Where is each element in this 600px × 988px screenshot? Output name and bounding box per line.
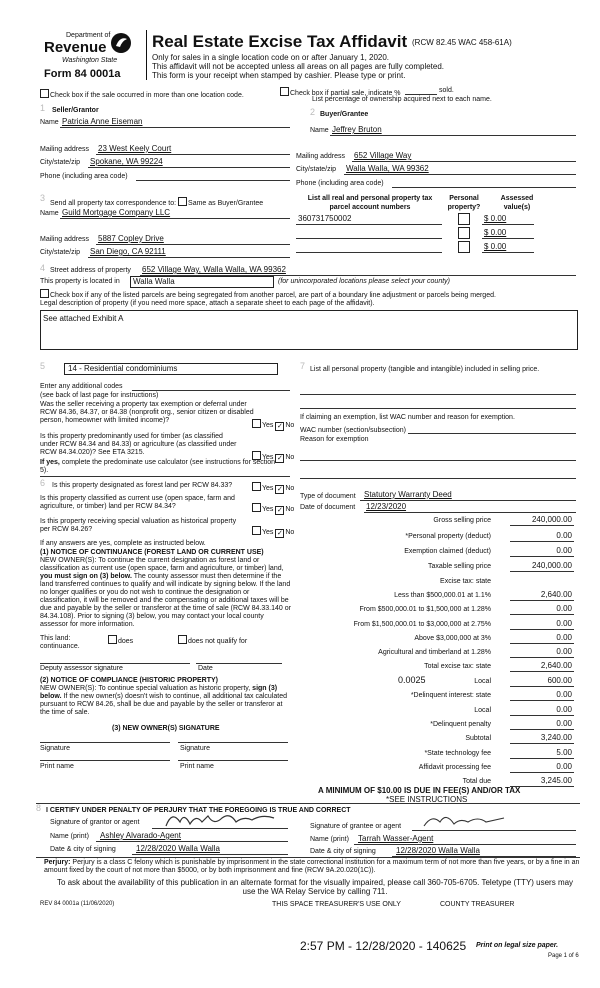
yes-label: Yes	[262, 506, 274, 513]
section-3-number: 3	[40, 193, 46, 203]
revenue-logo-icon	[110, 32, 132, 54]
personal-property-line1[interactable]	[300, 394, 576, 395]
tax-row-label: *Delinquent interest: state	[410, 692, 491, 699]
certify-statement: I CERTIFY UNDER PENALTY OF PERJURY THAT THE FOREGOING IS TRUE AND CORRECT	[46, 807, 351, 814]
dept-revenue: Revenue	[44, 39, 107, 56]
tax-row-value[interactable]: 0.00	[556, 604, 572, 613]
legal-description: See attached Exhibit A	[43, 314, 124, 323]
additional-codes-line[interactable]	[132, 390, 290, 391]
located-label: This property is located in	[40, 278, 120, 285]
tax-row-line	[510, 729, 574, 730]
correspondence-label	[50, 197, 263, 207]
tax-row-value[interactable]: 0.00	[556, 690, 572, 699]
buyer-name-line	[330, 135, 576, 136]
parcel-line	[296, 252, 442, 253]
does-check[interactable]	[108, 635, 133, 645]
corr-city-label: City/state/zip	[40, 249, 81, 256]
use-code: 14 - Residential condominiums	[68, 364, 178, 373]
grantee-name-label: Name (print)	[310, 836, 349, 843]
this-land-label: This land:	[40, 635, 71, 642]
dept-line1: Department of	[66, 32, 111, 39]
sig2-line[interactable]	[178, 742, 288, 743]
tax-row-line	[510, 743, 574, 744]
does-not-check[interactable]	[178, 635, 247, 645]
tax-row-label: Exemption claimed (deduct)	[404, 548, 491, 555]
use-code-select[interactable]	[64, 363, 278, 375]
doc-type-label: Type of document	[300, 493, 356, 500]
current-use-question: Is this property classified as current use (open space, farm and agriculture, or timber) land per RCW 84.34?	[40, 495, 235, 510]
seller-phone-line[interactable]	[136, 180, 290, 181]
header-sub1: Only for sales in a single location code on or after January 1, 2020.	[152, 53, 390, 62]
header-sub3: This form is your receipt when stamped by cashier. Please type or print.	[152, 71, 406, 80]
yes-label: Yes	[262, 485, 274, 492]
segregated-label: Check box if any of the listed parcels are being segregated from another parcel, are part of a boundary line adjustment or parcels being merged.	[50, 292, 496, 299]
exemption-claim-label: If claiming an exemption, list WAC number and reason for exemption.	[300, 414, 515, 421]
section-1-number: 1	[40, 103, 46, 113]
notice2-body	[40, 685, 292, 717]
tax-row-label: Above $3,000,000 at 3%	[414, 635, 491, 642]
grantor-sig-label: Signature of grantor or agent	[50, 819, 140, 826]
corr-name[interactable]: Guild Mortgage Company LLC	[62, 208, 171, 217]
sig1-line[interactable]	[40, 742, 170, 743]
section8-divider	[36, 803, 580, 804]
assessed-value[interactable]: $ 0.00	[484, 228, 507, 237]
corr-name-label: Name	[40, 210, 59, 217]
assessed-line	[482, 238, 534, 239]
personal-property-line2[interactable]	[300, 408, 576, 409]
corr-city[interactable]: San Diego, CA 92111	[90, 247, 166, 256]
does-label: does	[118, 638, 134, 645]
multi-location-label: Check box if the sale occurred in more than one location code.	[50, 92, 244, 99]
buyer-city-line	[344, 174, 576, 175]
doc-date-line	[364, 512, 576, 513]
seller-heading: Seller/Grantor	[52, 107, 99, 114]
tax-row-line	[510, 772, 574, 773]
notice3-title: (3) NEW OWNER(S) SIGNATURE	[112, 725, 220, 732]
same-as-buyer-checkbox[interactable]	[178, 197, 187, 206]
partial-pct-field[interactable]	[405, 94, 437, 95]
tax-row-line	[510, 643, 574, 644]
does-not-label: does not qualify for	[188, 638, 248, 645]
grantor-date[interactable]: 12/28/2020 Walla Walla	[136, 844, 220, 853]
grantee-sig-label: Signature of grantee or agent	[310, 823, 402, 830]
buyer-phone-line[interactable]	[392, 187, 576, 188]
legal-description-field[interactable]	[40, 310, 578, 350]
no-checkbox[interactable]: ✓	[276, 507, 283, 514]
tax-row-label: From $1,500,000.01 to $3,000,000 at 2.75%	[353, 621, 491, 628]
multi-location-check[interactable]	[40, 89, 244, 99]
grantee-date-label: Date & city of signing	[310, 848, 376, 855]
tax-row-label: *Personal property (deduct)	[405, 533, 491, 540]
notice1-text-b: The county assessor must then determine if the land transferred continues to qualify and will indicate by signing below. If the land no longer qualifies or you do not wish to continue the designation or classification, it will be removed and the compensating or additional taxes will be due and payable by the seller or transferor at the time of sale (RCW 84.33.140 or 84.34.108). Prior to signing (3) below, you may contact your local county assessor for more information.	[40, 573, 291, 628]
section-7-number: 7	[300, 361, 306, 371]
dor-logo	[40, 32, 140, 84]
notice1-body	[40, 557, 292, 629]
grantor-name[interactable]: Ashley Alvarado-Agent	[100, 831, 181, 840]
street-address[interactable]: 652 Village Way, Walla Walla, WA 99362	[142, 265, 286, 274]
parcel-number[interactable]: 360731750002	[298, 214, 352, 223]
notice2-bold: sign (3) below.	[40, 685, 278, 700]
tax-row-label: *Delinquent penalty	[430, 721, 491, 728]
assessed-value[interactable]: $ 0.00	[484, 242, 507, 251]
tax-row-label: Affidavit processing fee	[418, 764, 491, 771]
notice1-text-a: NEW OWNER(S): To continue the current designation as forest land or classification as current use (open space, farm and agriculture, or timber) land,	[40, 557, 284, 572]
yes-label: Yes	[262, 454, 274, 461]
corr-name-line	[60, 218, 290, 219]
tax-row-line	[510, 525, 574, 526]
checkbox[interactable]	[40, 89, 49, 98]
yes-checkbox[interactable]	[252, 419, 261, 428]
tax-row-value[interactable]: 3,245.00	[540, 776, 572, 785]
perjury-notice	[44, 859, 580, 875]
continuance-label: continuance.	[40, 643, 80, 650]
tax-row-label: Agricultural and timberland at 1.28%	[378, 649, 491, 656]
segregated-check[interactable]	[40, 289, 496, 299]
tax-row-label: Local	[474, 707, 491, 714]
no-checkbox[interactable]: ✓	[276, 455, 283, 462]
tax-row-value[interactable]: 600.00	[547, 676, 572, 685]
tax-row-line	[510, 686, 574, 687]
tax-row-value[interactable]: 0.00	[556, 546, 572, 555]
checkbox[interactable]	[280, 87, 289, 96]
assessed-line	[482, 224, 534, 225]
ownership-note: List percentage of ownership acquired next to each name.	[312, 96, 492, 103]
additional-codes-label: Enter any additional codes	[40, 383, 123, 390]
tax-row-value[interactable]: 3,240.00	[540, 733, 572, 742]
tax-row-line	[510, 614, 574, 615]
corr-mailing-line	[96, 244, 290, 245]
form-number: Form 84 0001a	[44, 68, 121, 80]
see-instructions: *SEE INSTRUCTIONS	[386, 795, 468, 804]
sig1-label: Signature	[40, 745, 70, 752]
tax-row-value[interactable]: 0.00	[556, 531, 572, 540]
personal-property-label: List all personal property (tangible and intangible) included in selling price.	[310, 366, 540, 373]
yes-checkbox[interactable]	[252, 482, 261, 491]
tax-row-value[interactable]: 0.00	[556, 705, 572, 714]
doc-type-line	[360, 500, 576, 501]
tax-row-value[interactable]: 0.00	[556, 762, 572, 771]
alt-format-notice: To ask about the availability of this publication in an alternate format for the visually impaired, please call 360-705-6705. Teletype (TTY) users may use the WA Relay Service by calling 711.	[56, 878, 574, 896]
correspondence-text: Send all property tax correspondence to:	[50, 200, 177, 207]
forest-answer	[252, 482, 294, 494]
see-back-label: (see back of last page for instructions)	[40, 392, 159, 399]
exemption-answer	[252, 419, 294, 431]
reason-label: Reason for exemption	[300, 436, 369, 443]
grantor-name-label: Name (print)	[50, 833, 89, 840]
yes-checkbox[interactable]	[252, 526, 261, 535]
county-treasurer: COUNTY TREASURER	[440, 901, 515, 908]
tax-row-label: Total due	[462, 778, 491, 785]
does-not-checkbox[interactable]	[178, 635, 187, 644]
personal-property-checkbox[interactable]	[458, 241, 470, 253]
buyer-city[interactable]: Walla Walla, WA 99362	[346, 164, 429, 173]
header-divider	[146, 30, 147, 80]
page-number: Page 1 of 6	[548, 953, 579, 959]
grantee-name[interactable]: Tarrah Wasser-Agent	[358, 834, 434, 843]
buyer-mailing-line	[352, 161, 576, 162]
does-checkbox[interactable]	[108, 635, 117, 644]
buyer-mailing[interactable]: 652 Village Way	[354, 151, 412, 160]
corr-mailing-label: Mailing address	[40, 236, 90, 243]
parcel-col1: List all real and personal property tax parcel account numbers	[307, 195, 433, 211]
located-select[interactable]	[130, 276, 274, 288]
deputy-sig-line[interactable]	[40, 663, 190, 664]
tax-row-line	[510, 671, 574, 672]
buyer-name-label: Name	[310, 127, 329, 134]
yes-label: Yes	[262, 529, 274, 536]
grantee-date[interactable]: 12/28/2020 Walla Walla	[396, 846, 480, 855]
doc-type[interactable]: Statutory Warranty Deed	[364, 490, 452, 499]
section-5-number: 5	[40, 361, 46, 371]
buyer-heading: Buyer/Grantee	[320, 111, 369, 118]
no-checkbox[interactable]: ✓	[276, 530, 283, 537]
wac-label: WAC number (section/subsection)	[300, 427, 406, 434]
parcel-col3: Assessed value(s)	[500, 195, 534, 211]
no-label: No	[285, 529, 295, 536]
recording-stamp: 2:57 PM - 12/28/2020 - 140625	[300, 939, 467, 953]
corr-city-line	[88, 257, 290, 258]
tax-row-value[interactable]: 240,000.00	[531, 515, 572, 524]
forest-question: Is this property designated as forest land per RCW 84.33?	[52, 482, 233, 489]
tax-row-label: From $500,000.01 to $1,500,000 at 1.28%	[359, 606, 491, 613]
section-6-number: 6	[40, 478, 46, 488]
assessed-line	[482, 252, 534, 253]
grantor-name-line	[96, 841, 288, 842]
if-yes-note: If any answers are yes, complete as instructed below.	[40, 540, 206, 547]
grantee-name-line	[354, 844, 576, 845]
seller-city-line	[88, 167, 290, 168]
rev-number: REV 84 0001a (11/06/2020)	[40, 901, 115, 907]
perjury-bold: Perjury:	[44, 859, 71, 866]
notice1-bold: you must sign on (3) below.	[40, 573, 132, 580]
parcel-line	[296, 224, 442, 225]
tax-row-label: Total excise tax: state	[424, 663, 491, 670]
print2-label: Print name	[180, 763, 214, 770]
grantor-signature-icon[interactable]	[162, 808, 282, 830]
sig2-label: Signature	[180, 745, 210, 752]
print1-line[interactable]	[40, 760, 170, 761]
no-checkbox[interactable]: ✓	[276, 486, 283, 493]
section-2-number: 2	[310, 107, 316, 117]
tax-row-line	[510, 600, 574, 601]
form-rcw: (RCW 82.45 WAC 458-61A)	[412, 38, 512, 47]
sold-label: sold.	[439, 87, 454, 94]
current-use-answer	[252, 503, 294, 515]
checkbox[interactable]	[40, 289, 49, 298]
located-value: Walla Walla	[133, 277, 175, 286]
tax-row-value[interactable]: 0.00	[556, 633, 572, 642]
seller-city-label: City/state/zip	[40, 159, 81, 166]
buyer-phone-label: Phone (including area code)	[296, 180, 384, 187]
dept-state: Washington State	[62, 57, 118, 64]
seller-name-line	[60, 127, 290, 128]
doc-date-label: Date of document	[300, 504, 356, 511]
deputy-date-line[interactable]	[196, 663, 282, 664]
yes-checkbox[interactable]	[252, 503, 261, 512]
street-label: Street address of property	[50, 267, 131, 274]
section-8-number: 8	[36, 803, 42, 813]
tax-row-value[interactable]: 2,640.00	[540, 661, 572, 670]
reason-line1[interactable]	[300, 460, 576, 461]
buyer-name[interactable]: Jeffrey Bruton	[332, 125, 382, 134]
tax-row-label: Less than $500,000.01 at 1.1%	[394, 592, 491, 599]
tax-row-line	[510, 715, 574, 716]
corr-mailing[interactable]: 5887 Copley Drive	[98, 234, 164, 243]
tax-row-value[interactable]: 5.00	[556, 748, 572, 757]
grantee-signature-icon[interactable]	[420, 810, 510, 832]
grantor-sig-line	[152, 828, 288, 829]
no-checkbox[interactable]: ✓	[276, 423, 283, 430]
wac-line[interactable]	[408, 433, 576, 434]
deputy-date-label: Date	[198, 665, 213, 672]
timber-question: Is this property predominantly used for timber (as classified under RCW 84.34 and 84.33) or agriculture (as classified under RCW 84.34.020)? See ETA 3215.	[40, 433, 237, 456]
no-label: No	[285, 485, 295, 492]
tax-row-line	[510, 700, 574, 701]
tax-row-label: Local	[474, 678, 491, 685]
exemption-question: Was the seller receiving a property tax exemption or deferral under RCW 84.36, 84.37, or 84.38 (nonprofit org., senior citizen or disabled person, homeowner with limited income)?	[40, 401, 254, 424]
tax-row-line	[510, 657, 574, 658]
tax-row-label: Gross selling price	[433, 517, 491, 524]
tax-row-line	[510, 556, 574, 557]
seller-city[interactable]: Spokane, WA 99224	[90, 157, 163, 166]
print1-label: Print name	[40, 763, 74, 770]
partial-sale-label: Check box if partial sale, indicate %	[290, 90, 401, 97]
no-label: No	[285, 422, 295, 429]
tax-row-value[interactable]: 0.00	[556, 719, 572, 728]
seller-name-label: Name	[40, 119, 59, 126]
local-rate: 0.0025	[398, 675, 426, 685]
parcel-col2: Personal property?	[447, 195, 481, 211]
personal-property-checkbox[interactable]	[458, 213, 470, 225]
legal-paper-note: Print on legal size paper.	[476, 942, 559, 949]
treasurer-use: THIS SPACE TREASURER'S USE ONLY	[272, 901, 401, 908]
section6-divider	[40, 476, 290, 477]
deputy-sig-label: Deputy assessor signature	[40, 665, 123, 672]
section-4-number: 4	[40, 263, 46, 273]
tax-row-line	[510, 629, 574, 630]
if-yes-bold: If yes,	[40, 459, 60, 466]
seller-mailing-line	[96, 154, 290, 155]
tax-row-label: *State technology fee	[424, 750, 491, 757]
form-title: Real Estate Excise Tax Affidavit	[152, 32, 408, 51]
seller-mailing[interactable]: 23 West Keely Court	[98, 144, 172, 153]
tax-row-line	[510, 571, 574, 572]
tax-row-label: Taxable selling price	[427, 563, 491, 570]
grantor-date-line	[132, 854, 288, 855]
seller-name[interactable]: Patricia Anne Eiseman	[62, 117, 143, 126]
personal-property-checkbox[interactable]	[458, 227, 470, 239]
notice2-text-a: NEW OWNER(S): To continue special valuation as historic property,	[40, 685, 251, 692]
tax-row-value[interactable]: 2,640.00	[540, 590, 572, 599]
parcel-line	[296, 238, 442, 239]
perjury-text: Perjury is a class C felony which is punishable by imprisonment in the state correctional institution for a maximum term of not more than five years, or by a fine in an amount fixed by the court of not more than $5000, or by both imprisonment and fine (RCW 9A.20.020(1C)).	[44, 859, 580, 874]
tax-row-value[interactable]: 0.00	[556, 619, 572, 628]
footer-divider	[36, 857, 580, 858]
doc-date[interactable]: 12/23/2020	[366, 502, 407, 511]
tax-row-value[interactable]: 240,000.00	[531, 561, 572, 570]
notice2-title: (2) NOTICE OF COMPLIANCE (HISTORIC PROPERTY)	[40, 677, 218, 684]
historic-answer	[252, 526, 294, 538]
buyer-mailing-label: Mailing address	[296, 153, 346, 160]
located-note: (for unincorporated locations please select your county)	[278, 278, 450, 285]
if-yes-text: complete the predominate use calculator (see instructions for section 5).	[40, 459, 276, 474]
no-label: No	[285, 454, 295, 461]
timber-instructions	[40, 459, 280, 475]
header-sub2: This affidavit will not be accepted unless all areas on all pages are fully completed.	[152, 62, 445, 71]
tax-row-line	[510, 758, 574, 759]
tax-row-label: Subtotal	[465, 735, 491, 742]
tax-row-label: Excise tax: state	[440, 578, 491, 585]
reason-line2[interactable]	[300, 478, 576, 479]
no-label: No	[285, 506, 295, 513]
tax-row-value[interactable]: 0.00	[556, 647, 572, 656]
legal-label: Legal description of property (if you need more space, attach a separate sheet to each page of the affidavit).	[40, 300, 375, 307]
yes-label: Yes	[262, 422, 274, 429]
tax-row-line	[510, 541, 574, 542]
historic-question: Is this property receiving special valuation as historical property per RCW 84.26?	[40, 518, 237, 533]
seller-mailing-label: Mailing address	[40, 146, 90, 153]
notice2-text-b: If the new owner(s) doesn't wish to continue, all additional tax calculated pursuant to RCW 84.26, shall be due and payable by the seller or transferor at the time of sale.	[40, 693, 288, 716]
minimum-note: A MINIMUM OF $10.00 IS DUE IN FEE(S) AND/OR TAX	[318, 786, 521, 795]
print2-line[interactable]	[178, 760, 288, 761]
grantor-date-label: Date & city of signing	[50, 846, 116, 853]
notice1-title: (1) NOTICE OF CONTINUANCE (FOREST LAND OR CURRENT USE)	[40, 549, 264, 556]
same-as-buyer-label: Same as Buyer/Grantee	[188, 200, 264, 207]
buyer-city-label: City/state/zip	[296, 166, 337, 173]
seller-phone-label: Phone (including area code)	[40, 173, 128, 180]
grantee-sig-line	[412, 830, 576, 831]
assessed-value[interactable]: $ 0.00	[484, 214, 507, 223]
